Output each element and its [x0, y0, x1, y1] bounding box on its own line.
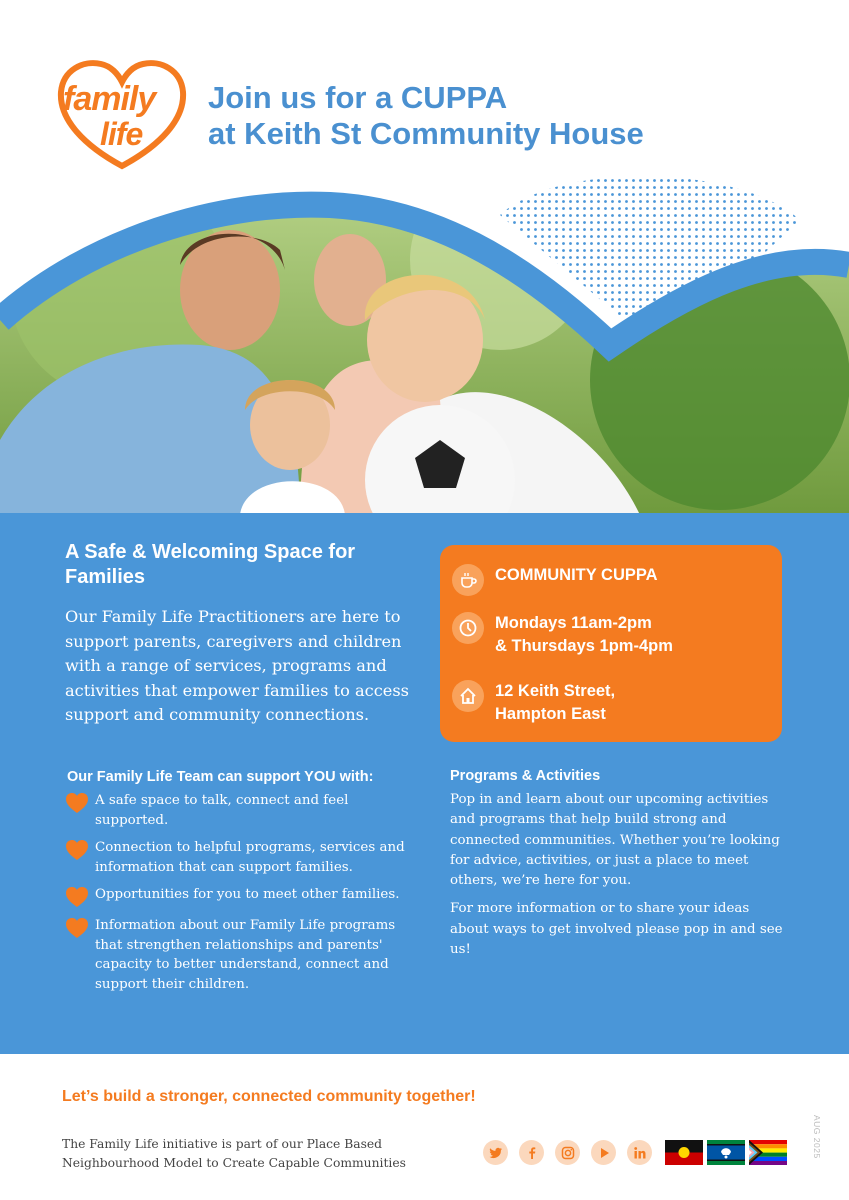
logo-word-family: family [63, 80, 156, 118]
support-item-text: Connection to helpful programs, services and information that can support families. [95, 840, 405, 875]
headline-line-1: Join us for a CUPPA [208, 80, 508, 115]
event-times-line-1: Mondays 11am-2pm [495, 614, 652, 632]
event-title-row [452, 564, 658, 596]
heart-icon [65, 917, 89, 939]
event-times [495, 612, 673, 658]
print-date-code: AUG 2025 [812, 1115, 822, 1159]
list-item [65, 838, 410, 877]
support-item-text: Information about our Family Life programs that strengthen relationships and parents' capacity to better understand, connect and support their children. [95, 918, 396, 992]
welcome-title: A Safe & Welcoming Space for Families [65, 541, 356, 588]
linkedin-icon[interactable] [627, 1140, 652, 1165]
heart-icon [65, 792, 89, 814]
heart-icon [65, 886, 89, 908]
support-item-text: Opportunities for you to meet other families. [95, 887, 400, 902]
list-item [65, 916, 410, 994]
programs-paragraph-1: Pop in and learn about our upcoming activities and programs that help build strong and connected communities. Whether you’re looking for advice, activities, or just a place to meet others, we’re here for you. [450, 792, 780, 889]
list-item [65, 791, 410, 830]
facebook-icon[interactable] [519, 1140, 544, 1165]
torres-strait-islander-flag [707, 1140, 745, 1165]
list-item [65, 885, 410, 908]
aboriginal-flag [665, 1140, 703, 1165]
programs-paragraph-2: For more information or to share your ideas about ways to get involved please pop in and see us! [450, 901, 783, 958]
home-icon [452, 680, 484, 712]
event-address-row [452, 680, 615, 726]
social-links [483, 1140, 652, 1165]
family-life-logo [55, 58, 190, 173]
logo-word-life: life [100, 116, 143, 152]
heart-icon [65, 839, 89, 861]
hero-photo [0, 170, 849, 515]
flags [665, 1140, 787, 1165]
event-title: COMMUNITY CUPPA [495, 566, 658, 584]
footer-note: The Family Life initiative is part of our Place Based Neighbourhood Model to Create Capable Communities [62, 1137, 406, 1170]
support-item-text: A safe space to talk, connect and feel supported. [95, 793, 349, 828]
event-address-line-2: Hampton East [495, 705, 606, 723]
twitter-icon[interactable] [483, 1140, 508, 1165]
instagram-icon[interactable] [555, 1140, 580, 1165]
youtube-icon[interactable] [591, 1140, 616, 1165]
cup-icon [452, 564, 484, 596]
programs-body [450, 790, 790, 968]
progress-pride-flag [749, 1140, 787, 1165]
headline-line-2: at Keith St Community House [208, 116, 644, 151]
support-heading: Our Family Life Team can support YOU with: [67, 769, 374, 785]
clock-icon [452, 612, 484, 644]
welcome-body: Our Family Life Practitioners are here to support parents, caregivers and children with a range of services, programs and activities that empower families to access support and community connections. [65, 607, 409, 724]
support-list [65, 791, 410, 1002]
programs-heading: Programs & Activities [450, 768, 601, 784]
footer-tagline: Let’s build a stronger, connected community together! [62, 1088, 476, 1105]
event-times-row [452, 612, 673, 658]
page-headline [208, 80, 644, 152]
event-times-line-2: & Thursdays 1pm-4pm [495, 637, 673, 655]
event-address [495, 680, 615, 726]
event-address-line-1: 12 Keith Street, [495, 682, 616, 700]
event-card [440, 545, 782, 742]
